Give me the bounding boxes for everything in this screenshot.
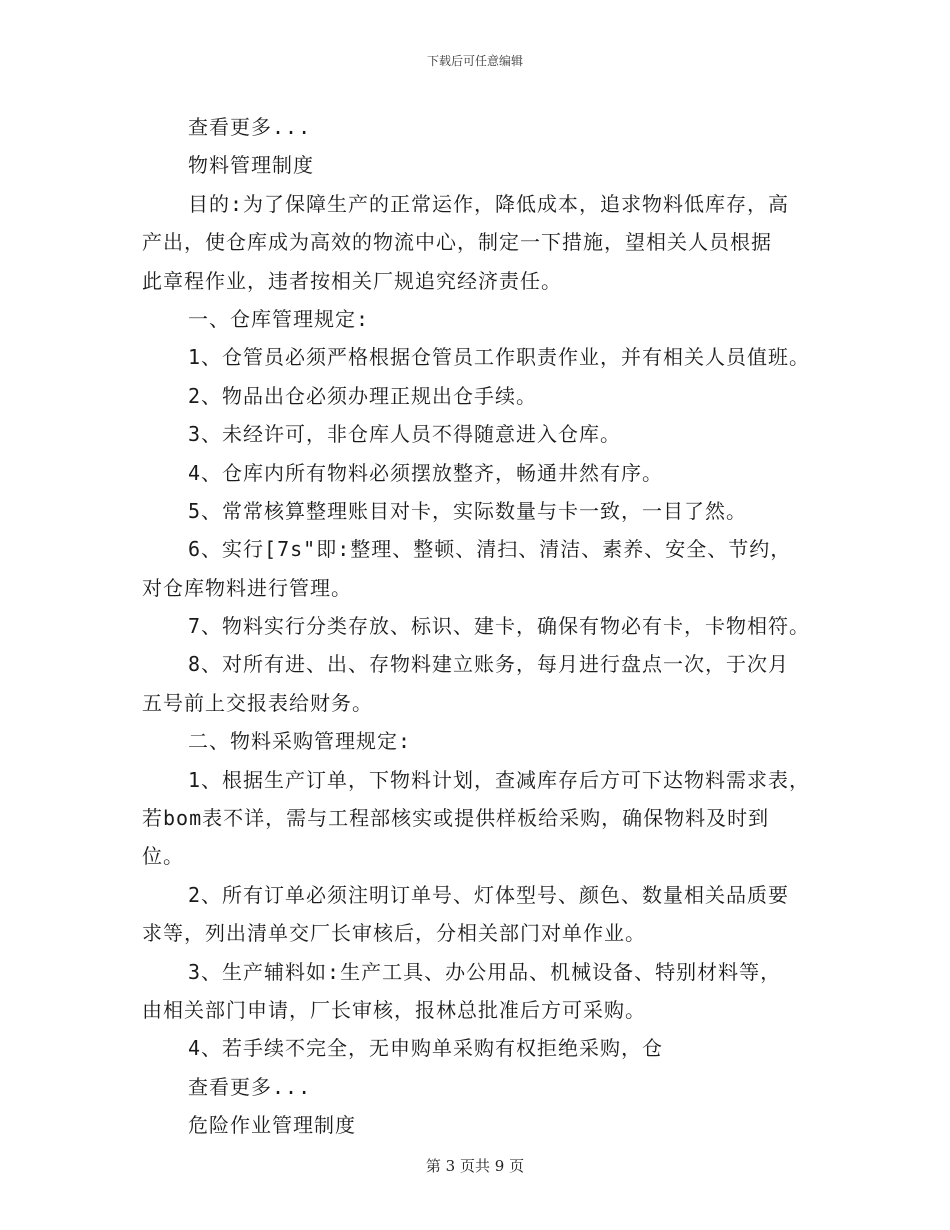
page-header: 下载后可任意编辑 bbox=[426, 54, 523, 68]
text-line: 8、对所有进、出、存物料建立账务，每月进行盘点一次，于次月 bbox=[188, 652, 790, 677]
text-line: 一、仓库管理规定: bbox=[188, 306, 370, 331]
view-more-link[interactable]: 查看更多... bbox=[188, 1074, 312, 1099]
text-line: 求等，列出清单交厂长审核后，分相关部门对单作业。 bbox=[142, 921, 646, 946]
document-body bbox=[142, 108, 842, 1145]
text-line: 产出，使仓库成为高效的物流中心，制定一下措施，望相关人员根据 bbox=[142, 230, 772, 255]
text-line: 3、未经许可，非仓库人员不得随意进入仓库。 bbox=[188, 422, 622, 447]
text-line: 3、生产辅料如:生产工具、办公用品、机械设备、特别材料等， bbox=[188, 959, 782, 984]
text-line: 7、物料实行分类存放、标识、建卡，确保有物必有卡，卡物相符。 bbox=[188, 614, 811, 639]
text-line: 4、仓库内所有物料必须摆放整齐，畅通井然有序。 bbox=[188, 460, 664, 485]
text-line: 此章程作业，违者按相关厂规追究经济责任。 bbox=[142, 268, 562, 293]
text-line: 5、常常核算整理账目对卡，实际数量与卡一致，一目了然。 bbox=[188, 498, 748, 523]
text-line: 物料管理制度 bbox=[188, 153, 314, 178]
text-line: 2、物品出仓必须办理正规出仓手续。 bbox=[188, 383, 538, 408]
text-line: 1、仓管员必须严格根据仓管员工作职责作业，并有相关人员值班。 bbox=[188, 345, 811, 370]
text-line: 1、根据生产订单，下物料计划，查减库存后方可下达物料需求表， bbox=[188, 767, 811, 792]
text-line: 目的:为了保障生产的正常运作，降低成本，追求物料低库存，高 bbox=[188, 191, 790, 216]
text-line: 对仓库物料进行管理。 bbox=[142, 575, 352, 600]
text-line: 二、物料采购管理规定: bbox=[188, 729, 412, 754]
text-line: 若bom表不详，需与工程部核实或提供样板给采购，确保物料及时到 bbox=[142, 806, 770, 831]
text-line: 由相关部门申请，厂长审核，报林总批准后方可采购。 bbox=[142, 997, 646, 1022]
text-line: 位。 bbox=[142, 844, 184, 869]
text-line: 4、若手续不完全，无申购单采购有权拒绝采购，仓 bbox=[188, 1036, 664, 1061]
text-line: 五号前上交报表给财务。 bbox=[142, 690, 373, 715]
text-line: 2、所有订单必须注明订单号、灯体型号、颜色、数量相关品质要 bbox=[188, 882, 790, 907]
text-line: 危险作业管理制度 bbox=[188, 1113, 356, 1138]
page-footer: 第 3 页共 9 页 bbox=[425, 1157, 525, 1175]
text-line: 6、实行[7s"即:整理、整顿、清扫、清洁、素养、安全、节约， bbox=[188, 537, 792, 562]
view-more-link[interactable]: 查看更多... bbox=[188, 115, 312, 139]
